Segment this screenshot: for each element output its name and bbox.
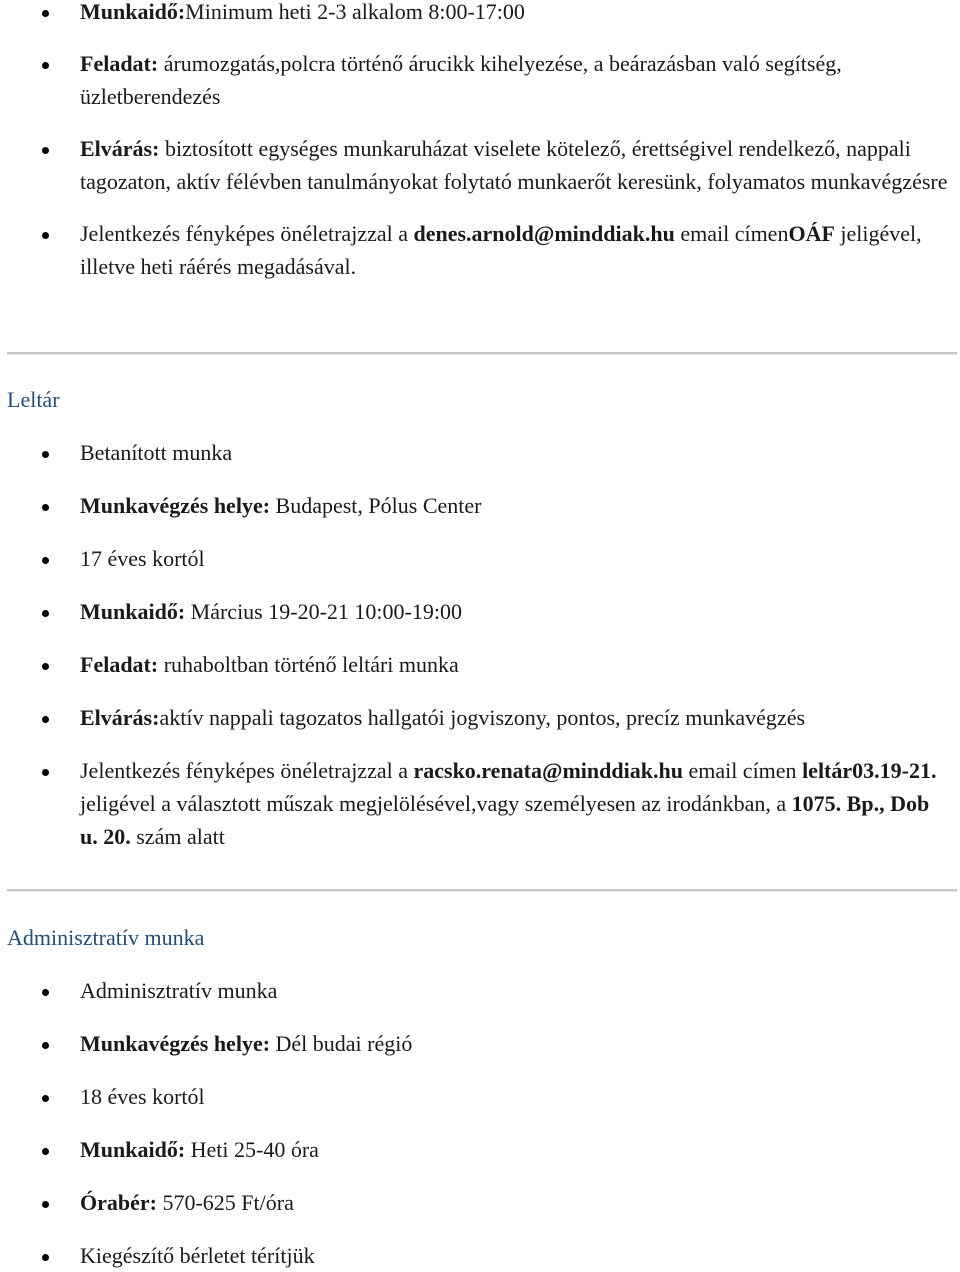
bullet-icon xyxy=(42,504,49,511)
apply-text: jeligével, illetve heti ráérés megadásával. xyxy=(80,221,922,279)
list-item-task xyxy=(0,47,960,113)
section-divider xyxy=(7,889,957,892)
list-item-pass xyxy=(0,1239,960,1272)
bullet-icon xyxy=(42,147,49,154)
item-label: Munkavégzés helye: xyxy=(80,1031,276,1056)
bullet-icon xyxy=(42,1095,49,1102)
item-label: Feladat: xyxy=(80,652,164,677)
bullet-icon xyxy=(42,1201,49,1208)
bullet-icon xyxy=(42,62,49,69)
item-text: Adminisztratív munka xyxy=(80,978,278,1003)
item-text: Budapest, Pólus Center xyxy=(275,493,482,518)
list-item-apply xyxy=(0,754,960,853)
list-item-work-hours xyxy=(0,1133,960,1166)
item-text: Kiegészítő bérletet térítjük xyxy=(80,1243,315,1268)
item-label: Munkaidő: xyxy=(80,599,191,624)
section-divider xyxy=(7,352,957,355)
bullet-icon xyxy=(42,716,49,723)
apply-text: Jelentkezés fényképes önéletrajzzal a xyxy=(80,221,414,246)
bullet-icon xyxy=(42,232,49,239)
email-link[interactable]: racsko.renata@minddiak.hu xyxy=(413,758,683,783)
item-label: Elvárás: xyxy=(80,136,165,161)
list-item-age xyxy=(0,542,960,575)
item-label: Elvárás: xyxy=(80,705,160,730)
list-item-requirements xyxy=(0,701,960,734)
bullet-icon xyxy=(42,557,49,564)
section-heading-admin: Adminisztratív munka xyxy=(7,925,205,950)
list-item-age xyxy=(0,1080,960,1113)
email-link[interactable]: denes.arnold@minddiak.hu xyxy=(413,221,675,246)
section-heading-leltar: Leltár xyxy=(7,387,60,412)
item-label: Munkaidő: xyxy=(80,1137,191,1162)
item-text: Dél budai régió xyxy=(275,1031,413,1056)
bullet-icon xyxy=(42,1042,49,1049)
item-label: Munkaidő: xyxy=(80,0,186,24)
apply-code: leltár03.19-21. xyxy=(802,758,937,783)
item-text: biztosított egységes munkaruházat viselete kötelező, érettségivel rendelkező, nappali tagozaton, aktív félévben tanulmányokat folytató munkaerőt keresünk, folyamatos munkavégzésre xyxy=(80,136,948,194)
list-item xyxy=(0,436,960,469)
bullet-icon xyxy=(42,451,49,458)
bullet-icon xyxy=(42,610,49,617)
item-text: Minimum heti 2-3 alkalom 8:00-17:00 xyxy=(185,0,525,24)
bullet-icon xyxy=(42,989,49,996)
bullet-icon xyxy=(42,1254,49,1261)
list-item-apply xyxy=(0,217,960,283)
admin-list xyxy=(0,974,960,1272)
item-text: Március 19-20-21 10:00-19:00 xyxy=(190,599,462,624)
list-item-hourly-wage xyxy=(0,1186,960,1219)
item-text: ruhaboltban történő leltári munka xyxy=(163,652,459,677)
job-list-previous xyxy=(0,0,960,283)
item-text: Heti 25-40 óra xyxy=(190,1137,319,1162)
list-item-location xyxy=(0,1027,960,1060)
item-label: Órabér: xyxy=(80,1190,163,1215)
list-item-work-hours xyxy=(0,595,960,628)
bullet-icon xyxy=(42,1148,49,1155)
apply-code: OÁF xyxy=(788,221,835,246)
item-label: Munkavégzés helye: xyxy=(80,493,276,518)
office-address: 1075. Bp., Dob u. 20. xyxy=(80,791,930,849)
list-item-task xyxy=(0,648,960,681)
list-item-location xyxy=(0,489,960,522)
item-text: árumozgatás,polcra történő árucikk kihelyezése, a beárazásban való segítség, üzletberendezés xyxy=(80,51,842,109)
item-text: 570-625 Ft/óra xyxy=(162,1190,294,1215)
bullet-icon xyxy=(42,10,49,17)
list-item-requirements xyxy=(0,132,960,198)
item-text: 18 éves kortól xyxy=(80,1084,205,1109)
item-label: Feladat: xyxy=(80,51,164,76)
item-text: 17 éves kortól xyxy=(80,546,205,571)
apply-text: email címen xyxy=(674,221,789,246)
apply-text: Jelentkezés fényképes önéletrajzzal a xyxy=(80,758,414,783)
list-item-work-hours xyxy=(0,0,960,28)
item-text: aktív nappali tagozatos hallgatói jogviszony, pontos, precíz munkavégzés xyxy=(159,705,806,730)
bullet-icon xyxy=(42,769,49,776)
item-text: Betanított munka xyxy=(80,440,233,465)
apply-text: szám alatt xyxy=(130,824,225,849)
list-item xyxy=(0,974,960,1007)
bullet-icon xyxy=(42,663,49,670)
apply-text: jeligével a választott műszak megjelölésével,vagy személyesen az irodánkban, a xyxy=(80,791,792,816)
apply-text: email címen xyxy=(682,758,803,783)
leltar-list xyxy=(0,436,960,853)
